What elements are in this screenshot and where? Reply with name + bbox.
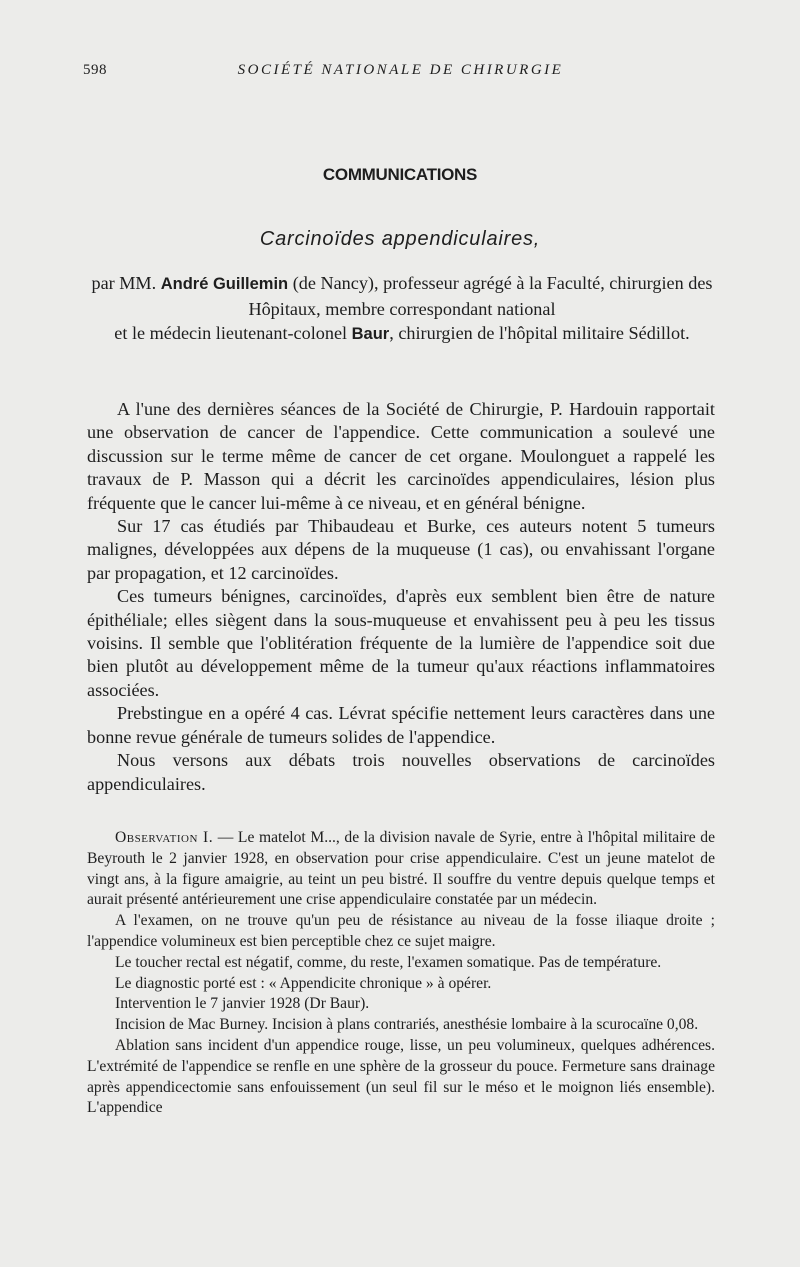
author-name-baur: Baur xyxy=(351,325,390,344)
observation-paragraph: Ablation sans incident d'un appendice rouge, lisse, un peu volumineux, quelques adhérences. L'extrémité de l'appendice se renfle en une sphère de la grosseur du pouce. Fermeture sans drainage après appendicectomie sans enfouissement (un seul fil sur le méso et le moignon liés ensemble). L'appendice xyxy=(87,1036,715,1117)
byline-intro: par MM. xyxy=(91,273,161,293)
observation-intro: — Le matelot M..., de la division navale de Syrie, entre à l'hôpital militaire de Beyrouth le 2 janvier 1928, en observation pour crise appendiculaire. C'est un jeune matelot de vingt ans, à la figure amaigrie, au teint un peu bistré. Il souffre du ventre depuis quelque temps et aurait présenté antérieurement une crise appendiculaire constatée par un médecin. xyxy=(87,829,715,909)
author2-affiliation: , chirurgien de l'hôpital militaire Sédillot. xyxy=(389,323,690,344)
observation-paragraph: Le diagnostic porté est : « Appendicite chronique » à opérer. xyxy=(115,974,492,992)
body-paragraph: Ces tumeurs bénignes, carcinoïdes, d'après eux semblent bien être de nature épithéliale; elles siègent dans la sous-muqueuse et envahissent peu à peu les tissus voisins. Il semble que l'oblitération fréquente de la lumière de l'appendice soit due bien plutôt au développement même de la tumeur qu'aux réactions inflammatoires associées. xyxy=(87,586,715,700)
observation-section xyxy=(87,828,715,1119)
observation-paragraph: A l'examen, on ne trouve qu'un peu de résistance au niveau de la fosse iliaque droite ; l'appendice volumineux est bien perceptible chez ce sujet maigre. xyxy=(87,912,715,950)
observation-intro-paragraph xyxy=(87,828,715,911)
byline-connector: et le médecin lieutenant-colonel xyxy=(114,323,352,344)
author-byline xyxy=(87,271,717,347)
running-head xyxy=(83,62,718,84)
body-paragraph: A l'une des dernières séances de la Société de Chirurgie, P. Hardouin rapportait une observation de cancer de l'appendice. Cette communication a soulevé une discussion sur le terme même de cancer de cet organe. Moulonguet a rappelé les travaux de P. Masson qui a décrit les carcinoïdes appendiculaires, lésion plus fréquente que le cancer lui-même à ce niveau, et en général bénigne. xyxy=(87,399,715,513)
journal-title: SOCIÉTÉ NATIONALE DE CHIRURGIE xyxy=(237,62,564,78)
article-body xyxy=(87,398,715,796)
body-paragraph: Sur 17 cas étudiés par Thibaudeau et Burke, ces auteurs notent 5 tumeurs malignes, développées aux dépens de la muqueuse (1 cas), ou envahissant l'organe par propagation, et 12 carcinoïdes. xyxy=(87,516,715,583)
body-paragraph: Prebstingue en a opéré 4 cas. Lévrat spécifie nettement leurs caractères dans une bonne revue générale de tumeurs solides de l'appendice. xyxy=(87,703,715,747)
author-name-guillemin: André Guillemin xyxy=(160,275,289,293)
article-title: Carcinoïdes appendiculaires, xyxy=(259,228,541,250)
body-paragraph: Nous versons aux débats trois nouvelles observations de carcinoïdes appendiculaires. xyxy=(87,750,715,794)
observation-label: Observation I. xyxy=(115,829,214,846)
page-number: 598 xyxy=(83,62,107,78)
observation-paragraph: Intervention le 7 janvier 1928 (Dr Baur). xyxy=(115,995,370,1013)
observation-paragraph: Le toucher rectal est négatif, comme, du reste, l'examen somatique. Pas de température. xyxy=(115,953,662,971)
author1-affiliation: (de Nancy), professeur agrégé à la Faculté, chirurgien des Hôpitaux, membre correspondant national xyxy=(248,273,713,319)
observation-paragraph: Incision de Mac Burney. Incision à plans contrariés, anesthésie lombaire à la scurocaïne 0,08. xyxy=(115,1016,699,1034)
section-heading: COMMUNICATIONS xyxy=(322,165,478,184)
